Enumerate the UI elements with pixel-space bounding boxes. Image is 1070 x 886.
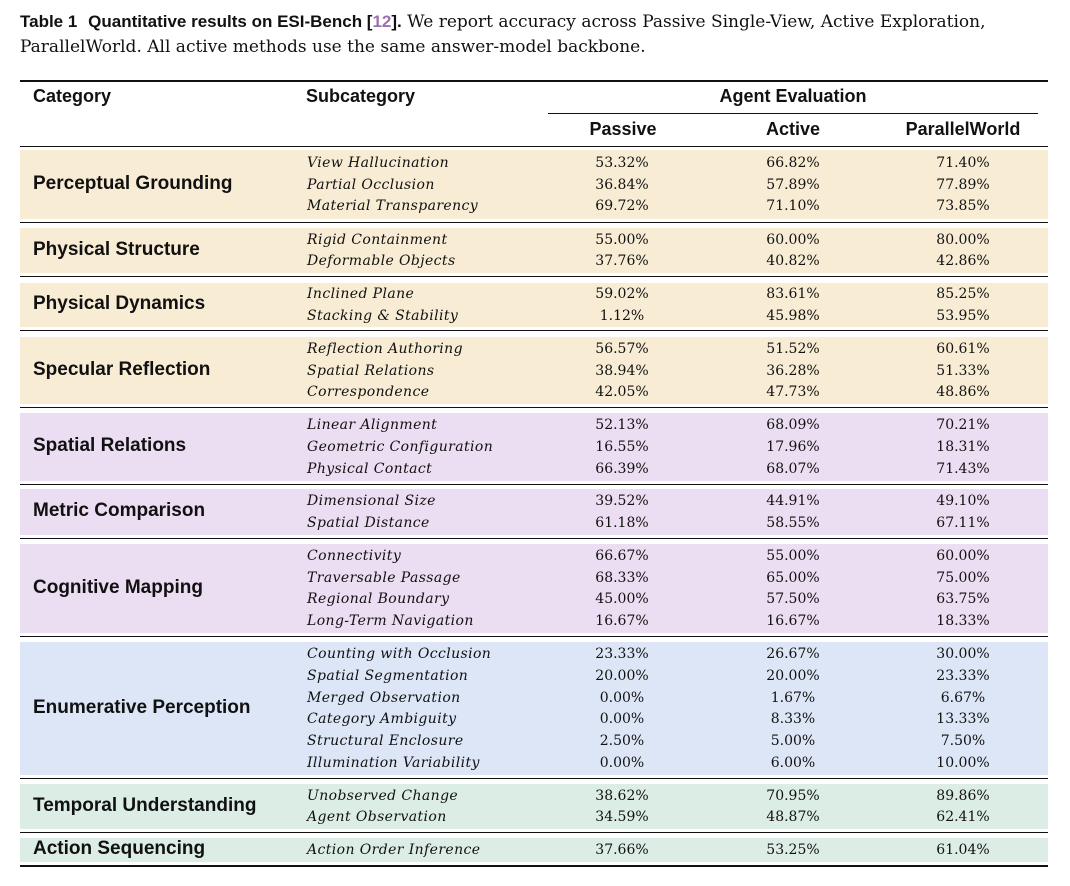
parallelworld-value: 60.61% bbox=[936, 340, 990, 357]
parallelworld-value: 13.33% bbox=[936, 711, 990, 728]
parallelworld-value: 49.10% bbox=[936, 493, 990, 510]
active-value: 55.00% bbox=[766, 547, 820, 564]
category-label: Cognitive Mapping bbox=[33, 576, 203, 598]
subcategory-label: Merged Observation bbox=[307, 689, 461, 706]
group-rule bbox=[20, 778, 1048, 779]
passive-value: 20.00% bbox=[595, 667, 649, 684]
passive-value: 42.05% bbox=[595, 384, 649, 401]
subcategory-label: Connectivity bbox=[307, 547, 402, 564]
parallelworld-value: 6.67% bbox=[940, 689, 986, 706]
passive-value: 55.00% bbox=[595, 231, 649, 248]
group-rule bbox=[20, 484, 1048, 485]
category-label: Specular Reflection bbox=[33, 358, 211, 380]
subcategory-label: Linear Alignment bbox=[307, 417, 438, 434]
citation-link[interactable]: 12 bbox=[372, 12, 392, 31]
subcategory-label: Traversable Passage bbox=[307, 569, 461, 586]
parallelworld-value: 7.50% bbox=[940, 733, 986, 750]
parallelworld-value: 53.95% bbox=[936, 307, 990, 324]
passive-value: 68.33% bbox=[595, 569, 649, 586]
subcategory-label: Deformable Objects bbox=[307, 253, 456, 270]
parallelworld-value: 75.00% bbox=[936, 569, 990, 586]
subcategory-label: Counting with Occlusion bbox=[307, 646, 492, 662]
subcategory-label: Category Ambiguity bbox=[307, 711, 457, 728]
caption-text: We report accuracy across Passive Single-View, Active Exploration, ParallelWorld. All active methods use the same answer-model backbone. bbox=[20, 12, 986, 57]
subcategory-label: Agent Observation bbox=[307, 809, 447, 826]
passive-value: 69.72% bbox=[595, 198, 649, 215]
active-value: 17.96% bbox=[766, 439, 820, 455]
subcategory-label: Structural Enclosure bbox=[307, 733, 464, 750]
header-active: Active bbox=[765, 119, 821, 139]
passive-value: 23.33% bbox=[595, 646, 649, 662]
passive-value: 37.66% bbox=[595, 842, 649, 858]
active-value: 71.10% bbox=[766, 198, 820, 215]
subcategory-label: Spatial Distance bbox=[307, 514, 430, 531]
subcategory-label: Spatial Segmentation bbox=[307, 667, 469, 684]
subcategory-label: Partial Occlusion bbox=[307, 176, 435, 193]
active-value: 66.82% bbox=[766, 154, 820, 171]
passive-value: 52.13% bbox=[595, 417, 649, 434]
passive-value: 34.59% bbox=[595, 809, 649, 826]
subcategory-label: Geometric Configuration bbox=[307, 439, 494, 455]
subcategory-label: Physical Contact bbox=[307, 460, 433, 477]
active-value: 44.91% bbox=[766, 493, 820, 510]
passive-value: 66.67% bbox=[595, 547, 649, 564]
passive-value: 37.76% bbox=[595, 253, 649, 270]
group-rule bbox=[20, 222, 1048, 223]
subcategory-label: Rigid Containment bbox=[307, 231, 448, 248]
group-rule bbox=[20, 330, 1048, 331]
subcategory-label: Regional Boundary bbox=[307, 591, 450, 608]
parallelworld-value: 80.00% bbox=[936, 231, 990, 248]
active-value: 53.25% bbox=[766, 842, 820, 858]
active-value: 70.95% bbox=[766, 787, 820, 804]
category-label: Physical Dynamics bbox=[33, 293, 206, 314]
parallelworld-value: 30.00% bbox=[936, 646, 990, 662]
bottom-rule bbox=[20, 865, 1048, 867]
active-value: 20.00% bbox=[766, 667, 820, 684]
parallelworld-value: 73.85% bbox=[936, 198, 990, 215]
parallelworld-value: 48.86% bbox=[936, 384, 990, 401]
table-title-text: Quantitative results on ESI-Bench [ bbox=[88, 12, 373, 31]
top-rule bbox=[20, 80, 1048, 82]
parallelworld-value: 67.11% bbox=[936, 514, 990, 531]
active-value: 48.87% bbox=[766, 809, 820, 826]
table-title-close: ]. bbox=[391, 12, 402, 31]
passive-value: 59.02% bbox=[595, 286, 649, 303]
header-passive: Passive bbox=[589, 119, 657, 139]
active-value: 65.00% bbox=[766, 569, 820, 586]
table-title bbox=[88, 12, 402, 31]
active-value: 16.67% bbox=[766, 613, 820, 630]
table-label: Table 1 bbox=[20, 12, 78, 31]
passive-value: 0.00% bbox=[599, 755, 645, 771]
active-value: 1.67% bbox=[770, 689, 816, 706]
passive-value: 2.50% bbox=[599, 733, 645, 750]
subcategory-label: Reflection Authoring bbox=[307, 340, 463, 357]
parallelworld-value: 10.00% bbox=[936, 755, 990, 771]
parallelworld-value: 77.89% bbox=[936, 176, 990, 193]
passive-value: 53.32% bbox=[595, 154, 649, 171]
header-category: Category bbox=[33, 86, 112, 106]
passive-value: 39.52% bbox=[595, 493, 649, 510]
subcategory-label: Stacking & Stability bbox=[307, 307, 459, 324]
parallelworld-value: 60.00% bbox=[936, 547, 990, 564]
passive-value: 0.00% bbox=[599, 711, 645, 728]
subcategory-label: Action Order Inference bbox=[307, 842, 481, 858]
active-value: 26.67% bbox=[766, 646, 820, 662]
parallelworld-value: 18.31% bbox=[936, 439, 990, 455]
active-value: 68.09% bbox=[766, 417, 820, 434]
group-rule bbox=[20, 276, 1048, 277]
group-rule bbox=[20, 407, 1048, 408]
parallelworld-value: 70.21% bbox=[936, 417, 990, 434]
group-rule bbox=[20, 832, 1048, 833]
group-rule bbox=[20, 538, 1048, 539]
passive-value: 1.12% bbox=[599, 307, 645, 324]
active-value: 40.82% bbox=[766, 253, 820, 270]
category-label: Perceptual Grounding bbox=[33, 172, 233, 194]
table-caption bbox=[20, 9, 1060, 60]
active-value: 5.00% bbox=[770, 733, 816, 750]
header-subcategory: Subcategory bbox=[306, 86, 416, 106]
parallelworld-value: 62.41% bbox=[936, 809, 990, 826]
header-parallelworld: ParallelWorld bbox=[905, 119, 1021, 139]
subcategory-label: Long-Term Navigation bbox=[307, 613, 474, 630]
parallelworld-value: 42.86% bbox=[936, 253, 990, 270]
subcategory-label: Spatial Relations bbox=[307, 362, 435, 379]
category-label: Temporal Understanding bbox=[33, 794, 257, 816]
passive-value: 0.00% bbox=[599, 689, 645, 706]
category-label: Enumerative Perception bbox=[33, 696, 251, 718]
parallelworld-value: 18.33% bbox=[936, 613, 990, 630]
passive-value: 38.62% bbox=[595, 787, 649, 804]
parallelworld-value: 71.40% bbox=[936, 154, 990, 171]
subcategory-label: View Hallucination bbox=[307, 154, 450, 171]
active-value: 51.52% bbox=[766, 340, 820, 357]
active-value: 6.00% bbox=[770, 755, 816, 771]
category-label: Physical Structure bbox=[33, 238, 200, 260]
active-value: 45.98% bbox=[766, 307, 820, 324]
parallelworld-value: 71.43% bbox=[936, 460, 990, 477]
passive-value: 66.39% bbox=[595, 460, 649, 477]
passive-value: 36.84% bbox=[595, 176, 649, 193]
subcategory-label: Dimensional Size bbox=[307, 493, 436, 510]
active-value: 57.89% bbox=[766, 176, 820, 193]
active-value: 8.33% bbox=[770, 711, 816, 728]
parallelworld-value: 63.75% bbox=[936, 591, 990, 608]
active-value: 36.28% bbox=[766, 362, 820, 379]
parallelworld-value: 51.33% bbox=[936, 362, 990, 379]
category-label: Action Sequencing bbox=[33, 838, 206, 859]
group-header-rule bbox=[548, 113, 1038, 114]
active-value: 83.61% bbox=[766, 286, 820, 303]
passive-value: 61.18% bbox=[595, 514, 649, 531]
subcategory-label: Unobserved Change bbox=[307, 787, 459, 804]
subcategory-label: Inclined Plane bbox=[307, 286, 415, 303]
parallelworld-value: 61.04% bbox=[936, 842, 990, 858]
passive-value: 16.55% bbox=[595, 439, 649, 455]
active-value: 57.50% bbox=[766, 591, 820, 608]
header-rule bbox=[20, 146, 1048, 147]
category-label: Spatial Relations bbox=[33, 435, 187, 456]
active-value: 47.73% bbox=[766, 384, 820, 401]
parallelworld-value: 85.25% bbox=[936, 286, 990, 303]
passive-value: 38.94% bbox=[595, 362, 649, 379]
active-value: 60.00% bbox=[766, 231, 820, 248]
active-value: 58.55% bbox=[766, 514, 820, 531]
parallelworld-value: 89.86% bbox=[936, 787, 990, 804]
group-rule bbox=[20, 636, 1048, 637]
passive-value: 56.57% bbox=[595, 340, 649, 357]
subcategory-label: Material Transparency bbox=[307, 198, 479, 215]
subcategory-label: Correspondence bbox=[307, 384, 430, 401]
passive-value: 45.00% bbox=[595, 591, 649, 608]
category-label: Metric Comparison bbox=[33, 500, 206, 521]
subcategory-label: Illumination Variability bbox=[307, 755, 480, 771]
parallelworld-value: 23.33% bbox=[936, 667, 990, 684]
header-agent-evaluation: Agent Evaluation bbox=[719, 86, 867, 106]
passive-value: 16.67% bbox=[595, 613, 649, 630]
active-value: 68.07% bbox=[766, 460, 820, 477]
